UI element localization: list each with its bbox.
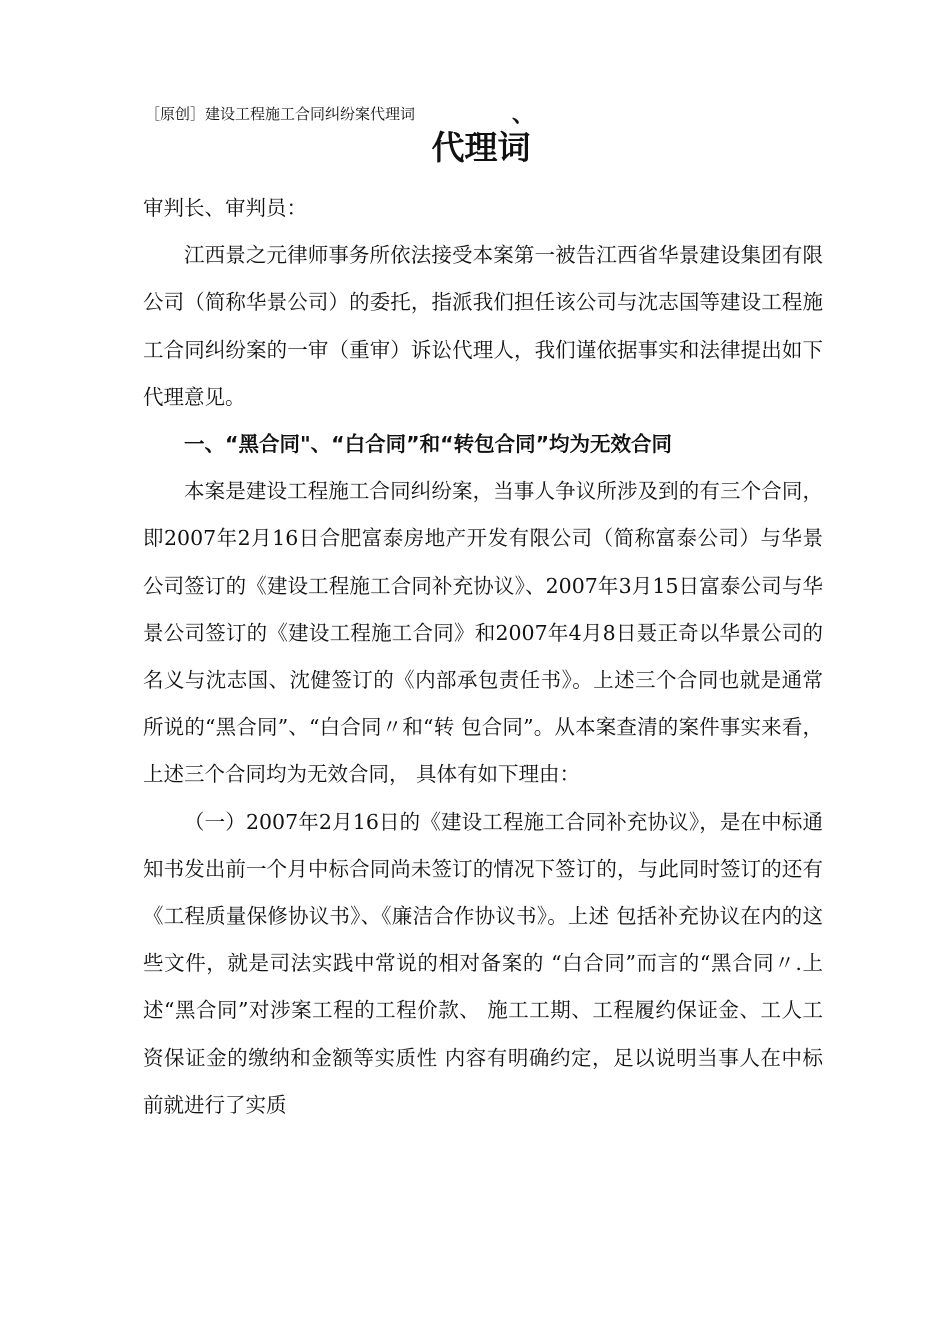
body-paragraph: （一）2007年2月16日的《建设工程施工合同补充协议》，是在中标通知书发出前一个月中标合同尚未签订的情况下签订的，与此同时签订的还有《工程质量保修协议书》、《廉洁合作协议书》。上述 包括补充协议在内的这些文件，就是司法实践中常说的相对备案的 “白合同”而言的“黑合同〃.上述“黑合同”对涉案工程的工程价款、 施工工期、工程履约保证金、工人工资保证金的缴纳和金额等实质性 内容有明确约定，足以说明当事人在中标前就进行了实质 (143, 809, 823, 1117)
section-heading: 一、“黑合同"、“白合同”和“转包合同”均为无效合同 (184, 432, 673, 457)
salutation: 审判长、审判员： (143, 196, 307, 220)
header-mark: 、 (512, 102, 535, 128)
document-body (143, 185, 823, 1129)
intro-paragraph: 江西景之元律师事务所依法接受本案第一被告江西省华景建设集团有限公司（简称华景公司）的委托，指派我们担任该公司与沈志国等建设工程施工合同纠纷案的一审（重审）诉讼代理人，我们谨依据事实和法律提出如下代理意见。 (143, 243, 823, 409)
document-title: 代理词 (431, 128, 531, 167)
body-paragraph: 本案是建设工程施工合同纠纷案，当事人争议所涉及到的有三个合同，即2007年2月16日合肥富泰房地产开发有限公司（简称富泰公司）与华景公司签订的《建设工程施工合同补充协议》、2007年3月15日富泰公司与华景公司签订的《建设工程施工合同》和2007年4月8日聂正奇以华景公司的名义与沈志国、沈健签订的《内部承包责任书》。上述三个合同也就是通常所说的“黑合同”、“白合同〃和“转 包合同”。从本案查清的案件事实来看，上述三个合同均为无效合同， 具体有如下理由： (143, 479, 823, 787)
header-note: ［原创］建设工程施工合同纠纷案代理词 (145, 105, 416, 123)
